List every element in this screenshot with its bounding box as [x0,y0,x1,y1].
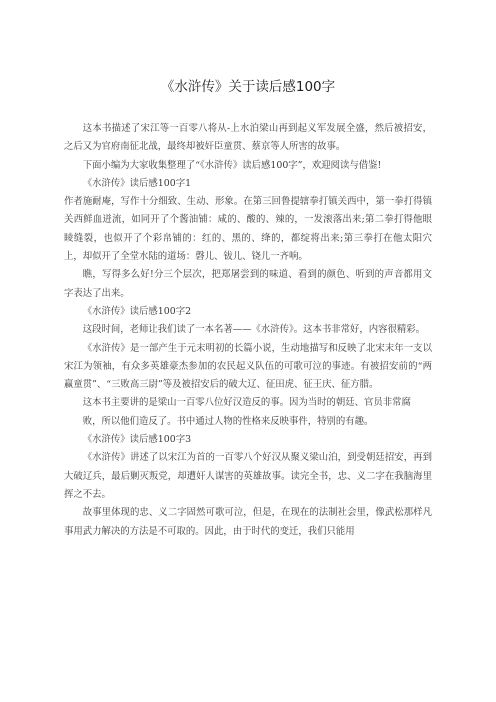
paragraph: 作者施耐庵，写作十分细致、生动、形象。在第三回鲁提辖拳打镇关西中，第一拳打得镇关西鲜血迸流，如同开了个酱油铺：咸的、酸的、辣的，一发滚落出来;第二拳打得他眼睖缝裂，也似开了个彩帛铺的：红的、黑的、绛的，都绽将出来;第三拳打在他太阳穴上，却似开了全堂水陆的道场：磬儿、钹儿、铙儿一齐响。 [64,196,432,263]
document-title: 《水浒传》关于读后感100字 [160,79,336,95]
paragraph: 《水浒传》是一部产生于元末明初的长篇小说，生动地描写和反映了北宋末年一支以宋江为领袖，有众多英雄豪杰参加的农民起义队伍的可歌可泣的事迹。有被招安前的“两赢童贯”、“三败高三尉”等及被招安后的破大辽、征田虎、征王庆、征方腊。 [64,342,432,391]
paragraph: 败，所以他们造反了。书中通过人物的性格来反映事件，特别的有趣。 [82,415,374,427]
paragraph: 《水浒传》讲述了以宋江为首的一百零八个好汉从聚义梁山泊，到受朝廷招安，再到大破辽兵，最后剿灭叛党，却遭奸人谋害的英雄故事。读完全书，忠、义二字在我脑海里挥之不去。 [64,452,432,500]
paragraph: 这本书描述了宋江等一百零八将从-上水泊梁山再到起义军发展全盛，然后被招安，之后又为官府南征北战，最终却被奸臣童贯、蔡京等人所害的故事。 [64,123,432,153]
paragraph: 这本书主要讲的是梁山一百零八位好汉造反的事。因为当时的朝廷、官员非常腐 [82,397,411,409]
paragraph: 下面小编为大家收集整理了“《水浒传》读后感100字”，欢迎阅读与借鉴! [82,159,382,171]
section-heading: 《水浒传》读后感100字2 [82,305,192,317]
section-heading: 《水浒传》读后感100字3 [82,434,192,446]
paragraph: 瞧，写得多么好!分三个层次，把郑屠尝到的味道、看到的颜色、听到的声音都用文字表达了出来。 [64,269,432,299]
paragraph: 故事里体现的忠、义二字固然可歌可泣，但是，在现在的法制社会里，像武松那样凡事用武力解决的方法是不可取的。因此，由于时代的变迁，我们只能用 [64,507,432,537]
document-body [64,120,432,541]
paragraph: 这段时间，老师让我们读了一本名著——《水浒传》。这本书非常好，内容很精彩。 [82,324,425,336]
section-heading: 《水浒传》读后感100字1 [82,177,192,189]
